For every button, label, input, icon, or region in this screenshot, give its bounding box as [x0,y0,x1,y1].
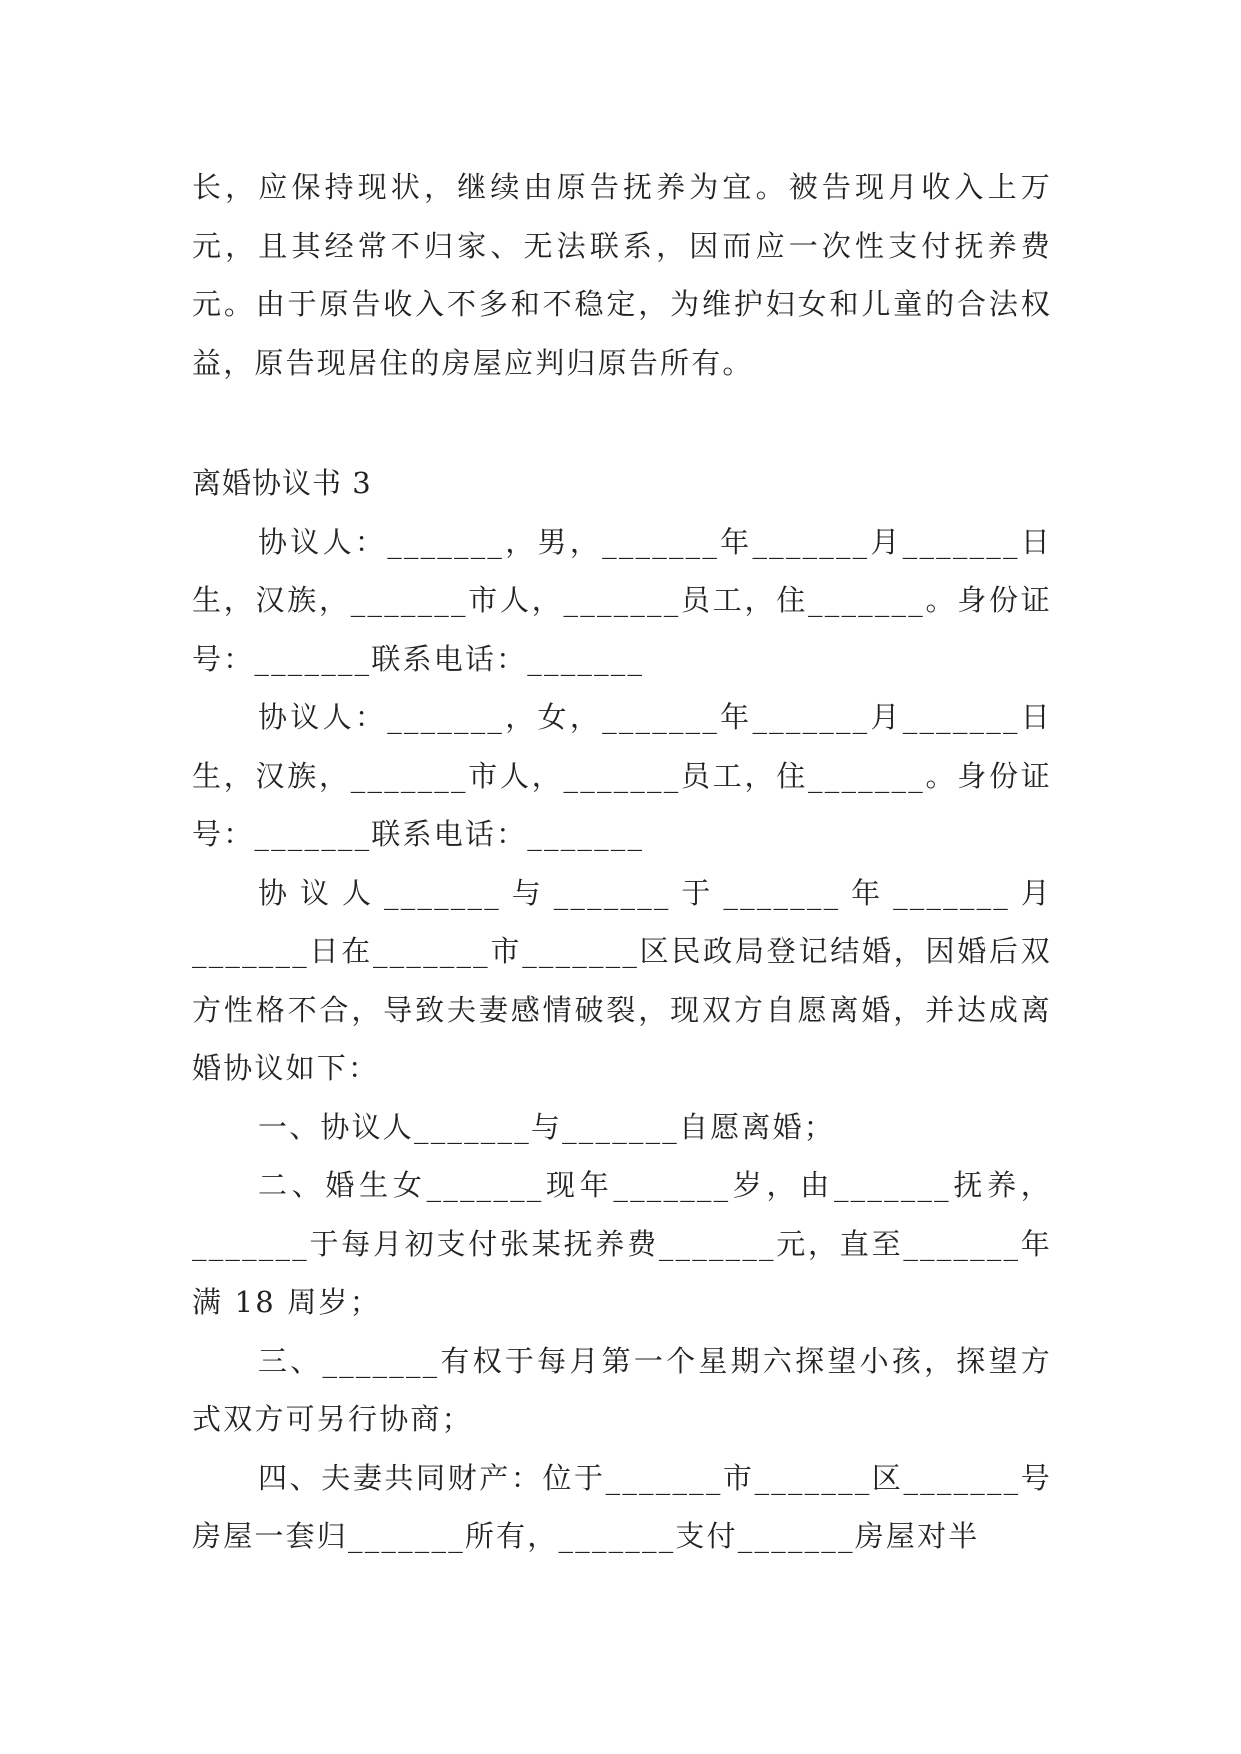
section-title: 离婚协议书 3 [192,466,372,500]
section-spacer [192,392,1052,454]
clause-4: 四、夫妻共同财产：位于_______市_______区_______号房屋一套归_______所有，_______支付_______房屋对半 [192,1460,1052,1553]
party-male-paragraph: 协议人：_______，男，_______年_______月_______日生，汉族，_______市人，_______员工，住_______。身份证号：_______联系电话：_______ [192,524,1052,676]
marriage-info-paragraph: 协议人_______与_______于_______年_______月_______日在_______市_______区民政局登记结婚，因婚后双方性格不合，导致夫妻感情破裂，现双方自愿离婚，并达成离婚协议如下： [192,875,1052,1085]
document-body [192,158,1052,1566]
clause-2: 二、婚生女_______现年_______岁，由_______抚养，_______于每月初支付张某抚养费_______元，直至_______年满 18 周岁； [192,1168,1052,1319]
clause-1: 一、协议人_______与_______自愿离婚； [258,1109,836,1144]
continuation-paragraph: 长，应保持现状，继续由原告抚养为宜。被告现月收入上万元，且其经常不归家、无法联系，因而应一次性支付抚养费元。由于原告收入不多和不稳定，为维护妇女和儿童的合法权益，原告现居住的房屋应判归原告所有。 [192,170,1052,380]
party-female-paragraph: 协议人：_______，女，_______年_______月_______日生，汉族，_______市人，_______员工，住_______。身份证号：_______联系电话：_______ [192,700,1052,851]
clause-3: 三、_______有权于每月第一个星期六探望小孩，探望方式双方可另行协商； [192,1343,1052,1436]
